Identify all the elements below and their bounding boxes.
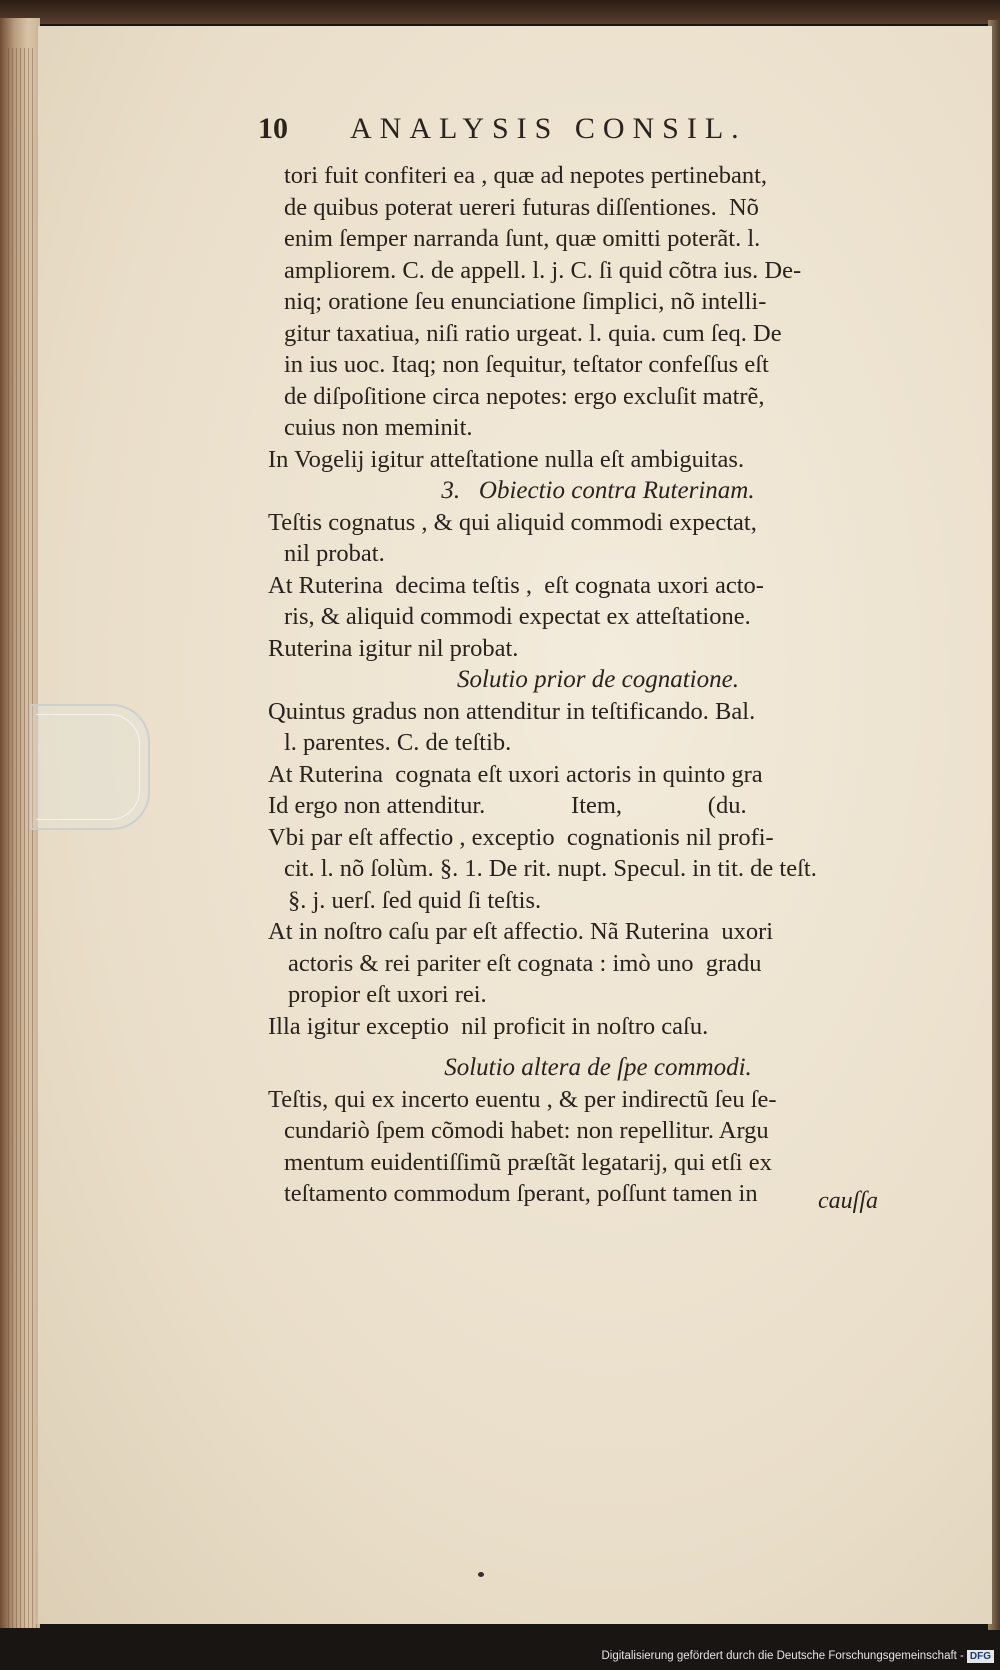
- text-line: ris, & aliquid commodi expectat ex atteſtatione.: [284, 603, 751, 630]
- text-line: niq; oratione ſeu enunciatione ſimplici, nõ intelli-: [284, 288, 767, 315]
- text-line: mentum euidentiſſimũ præſtãt legatarij, qui etſi ex: [284, 1148, 772, 1176]
- dfg-logo: DFG: [967, 1650, 994, 1663]
- catchword: cauſſa: [818, 1188, 878, 1214]
- text-line: At in noſtro caſu par eſt affectio. Nã Ruterina uxori: [268, 918, 774, 945]
- text-line: At Ruterina cognata eſt uxori actoris in quinto gra: [268, 760, 763, 788]
- page-clip-inner: [36, 714, 140, 820]
- running-title: ANALYSIS CONSIL.: [350, 112, 747, 145]
- text-line: de diſpoſitione circa nepotes: ergo excluſit matrẽ,: [284, 382, 765, 410]
- section-heading: Solutio altera de ſpe commodi.: [444, 1054, 752, 1081]
- text-line: Teſtis, qui ex incerto euentu , & per indirectũ ſeu ſe-: [268, 1085, 777, 1113]
- page-edges: [8, 48, 38, 1628]
- text-line: de quibus poterat uereri futuras diſſentiones. Nõ: [284, 193, 759, 221]
- page-number: 10: [258, 112, 288, 145]
- text-line: in ius uoc. Itaq; non ſequitur, teſtator confeſſus eſt: [284, 351, 769, 378]
- text-line: ampliorem. C. de appell. l. j. C. ſi quid cõtra ius. De-: [284, 256, 802, 284]
- section-heading: Solutio prior de cognatione.: [457, 666, 739, 693]
- footer: [601, 1646, 994, 1666]
- text-line: actoris & rei pariter eſt cognata : imò uno gradu: [288, 949, 762, 977]
- text-line: Vbi par eſt affectio , exceptio cognationis nil profi-: [268, 823, 774, 851]
- text-line: gitur taxatiua, niſi ratio urgeat. l. quia. cum ſeq. De: [284, 319, 782, 347]
- text-line: l. parentes. C. de teſtib.: [284, 729, 512, 756]
- text-line: cuius non meminit.: [284, 414, 473, 441]
- text-line: teſtamento commodum ſperant, poſſunt tamen in: [284, 1180, 758, 1207]
- text-line: cundariò ſpem cõmodi habet: non repellitur. Argu: [284, 1117, 769, 1144]
- footer-credit: Digitalisierung gefördert durch die Deutsche Forschungsgemeinschaft -: [601, 1650, 964, 1662]
- text-line: Teſtis cognatus , & qui aliquid commodi expectat,: [268, 508, 757, 536]
- text-line: enim ſemper narranda ſunt, quæ omitti poterãt. l.: [284, 225, 761, 252]
- text-line: In Vogelij igitur atteſtatione nulla eſt ambiguitas.: [268, 445, 745, 473]
- text-line: nil probat.: [284, 540, 385, 567]
- text-line: Quintus gradus non attenditur in teſtificando. Bal.: [268, 697, 756, 725]
- page-clip: [30, 704, 150, 830]
- text-line: Id ergo non attenditur. Item, (du.: [268, 792, 747, 819]
- text-line: Illa igitur exceptio nil proficit in noſtro caſu.: [268, 1012, 709, 1040]
- section-heading: 3. Obiectio contra Ruterinam.: [441, 477, 755, 504]
- running-head: [258, 108, 818, 152]
- text-line: Ruterina igitur nil probat.: [268, 634, 519, 662]
- text-block: [268, 160, 928, 1210]
- text-line: [268, 1042, 928, 1052]
- text-line: cit. l. nõ ſolùm. §. 1. De rit. nupt. Specul. in tit. de teſt.: [284, 855, 817, 882]
- ink-speck: [478, 1572, 484, 1577]
- text-line: propior eſt uxori rei.: [288, 981, 487, 1008]
- text-line: tori fuit confiteri ea , quæ ad nepotes pertinebant,: [284, 162, 768, 189]
- scan-top-border: [0, 0, 1000, 24]
- text-line: §. j. uerſ. ſed quid ſi teſtis.: [288, 886, 542, 914]
- text-line: At Ruterina decima teſtis , eſt cognata uxori acto-: [268, 571, 764, 599]
